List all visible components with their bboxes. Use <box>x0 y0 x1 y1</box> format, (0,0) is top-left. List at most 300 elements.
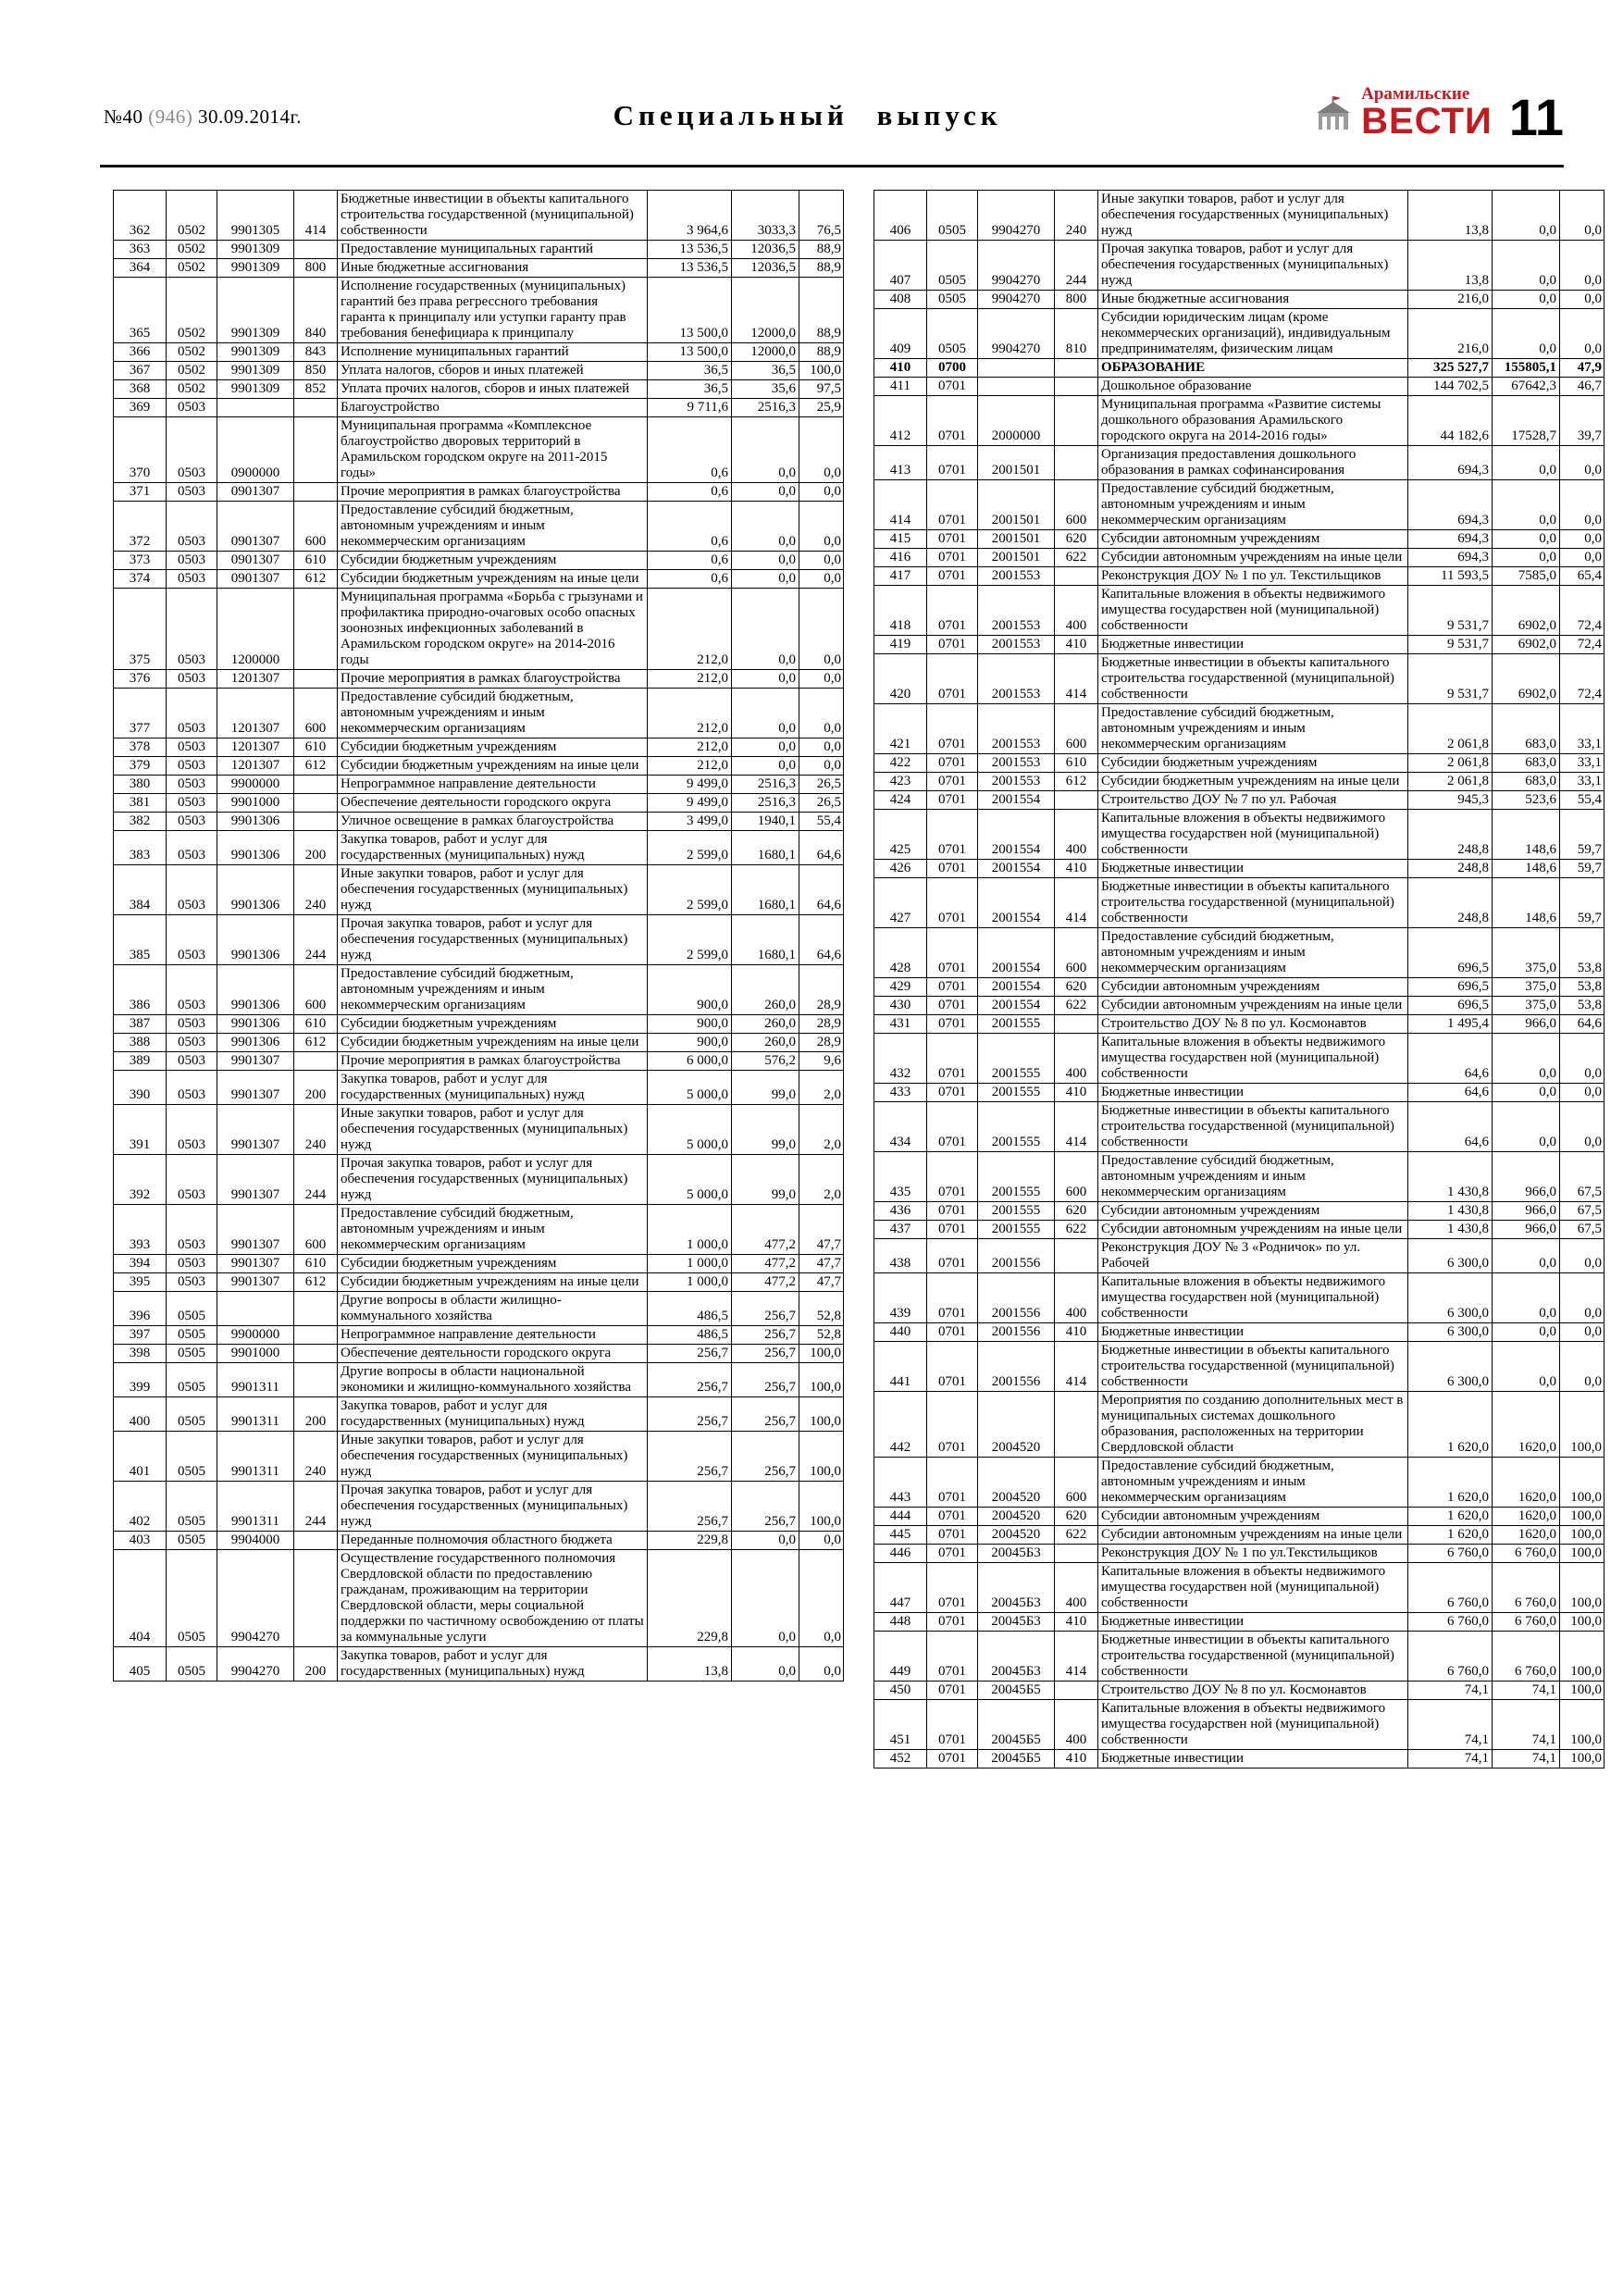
cell-executed: 523,6 <box>1493 791 1560 810</box>
cell-percent: 0,0 <box>799 1532 844 1550</box>
cell-plan: 9 499,0 <box>648 776 732 794</box>
cell-name: Субсидии автономным учреждениям <box>1098 978 1408 997</box>
cell-name: Строительство ДОУ № 8 по ул. Космонавтов <box>1098 1682 1408 1700</box>
cell-section-code: 0701 <box>927 1342 978 1392</box>
cell-percent: 33,1 <box>1560 773 1604 791</box>
cell-name: Другие вопросы в области жилищно-коммунального хозяйства <box>338 1292 648 1326</box>
cell-section-code: 0505 <box>927 241 978 291</box>
cell-percent: 100,0 <box>1560 1458 1604 1508</box>
table-row <box>114 1432 844 1482</box>
cell-section-code: 0701 <box>927 1084 978 1102</box>
cell-name: Бюджетные инвестиции в объекты капитального строительства государственной (муниципальной) собственности <box>1098 1342 1408 1392</box>
table-row <box>874 810 1604 860</box>
cell-plan: 3 964,6 <box>648 191 732 241</box>
cell-executed: 0,0 <box>1493 1034 1560 1084</box>
cell-expense-kind: 400 <box>1055 810 1098 860</box>
cell-target-article: 9900000 <box>217 776 294 794</box>
cell-target-article: 9904270 <box>978 291 1055 309</box>
cell-section-code: 0503 <box>167 689 217 738</box>
cell-name: Муниципальная программа «Развитие системы дошкольного образования Арамильского городского округа на 2014-2016 годы» <box>1098 396 1408 446</box>
cell-expense-kind <box>294 1052 338 1071</box>
cell-target-article: 9901000 <box>217 794 294 813</box>
cell-target-article: 2001501 <box>978 549 1055 567</box>
cell-plan: 64,6 <box>1408 1084 1493 1102</box>
cell-expense-kind: 800 <box>1055 291 1098 309</box>
cell-section-code: 0502 <box>167 380 217 399</box>
cell-executed: 0,0 <box>1493 1084 1560 1102</box>
cell-percent: 52,8 <box>799 1326 844 1345</box>
issue-line <box>104 105 302 142</box>
cell-plan: 486,5 <box>648 1326 732 1345</box>
cell-rownum: 397 <box>114 1326 167 1345</box>
cell-section-code: 0701 <box>927 928 978 978</box>
cell-expense-kind <box>1055 1015 1098 1034</box>
cell-target-article: 0901307 <box>217 502 294 552</box>
cell-plan: 212,0 <box>648 757 732 776</box>
cell-plan: 900,0 <box>648 1015 732 1034</box>
cell-expense-kind: 612 <box>294 757 338 776</box>
cell-rownum: 388 <box>114 1034 167 1052</box>
cell-section-code: 0701 <box>927 1015 978 1034</box>
cell-rownum: 436 <box>874 1202 927 1221</box>
cell-rownum: 419 <box>874 636 927 654</box>
table-row <box>114 915 844 965</box>
cell-rownum: 390 <box>114 1071 167 1105</box>
cell-plan: 36,5 <box>648 380 732 399</box>
cell-percent: 72,4 <box>1560 586 1604 636</box>
cell-target-article: 2001556 <box>978 1273 1055 1323</box>
cell-percent: 53,8 <box>1560 978 1604 997</box>
cell-section-code: 0502 <box>167 278 217 343</box>
cell-percent: 28,9 <box>799 1034 844 1052</box>
cell-rownum: 432 <box>874 1034 927 1084</box>
cell-percent: 100,0 <box>1560 1526 1604 1545</box>
cell-plan: 1 430,8 <box>1408 1152 1493 1202</box>
cell-name: Закупка товаров, работ и услуг для государственных (муниципальных) нужд <box>338 1647 648 1682</box>
cell-section-code: 0701 <box>927 1458 978 1508</box>
cell-percent: 0,0 <box>1560 1323 1604 1342</box>
cell-expense-kind <box>294 776 338 794</box>
cell-plan: 900,0 <box>648 965 732 1015</box>
cell-executed: 0,0 <box>1493 480 1560 530</box>
cell-plan: 248,8 <box>1408 810 1493 860</box>
table-row <box>114 865 844 915</box>
cell-rownum: 367 <box>114 362 167 380</box>
cell-expense-kind <box>294 241 338 259</box>
cell-plan: 1 495,4 <box>1408 1015 1493 1034</box>
cell-section-code: 0505 <box>167 1345 217 1363</box>
table-row <box>874 978 1604 997</box>
cell-plan: 9 531,7 <box>1408 654 1493 704</box>
cell-executed: 6 760,0 <box>1493 1563 1560 1613</box>
cell-percent: 72,4 <box>1560 654 1604 704</box>
cell-name: Осуществление государственного полномочия Свердловской области по предоставлению гражданам, проживающим на территории Свердловской области, меры социальной поддержки по частичному освобождению от платы за коммунальные услуги <box>338 1550 648 1647</box>
cell-section-code: 0503 <box>167 738 217 757</box>
cell-plan: 1 620,0 <box>1408 1392 1493 1458</box>
cell-executed: 17528,7 <box>1493 396 1560 446</box>
page-header <box>104 84 1564 147</box>
cell-section-code: 0503 <box>167 552 217 570</box>
cell-plan: 694,3 <box>1408 480 1493 530</box>
cell-name: Иные закупки товаров, работ и услуг для обеспечения государственных (муниципальных) нужд <box>338 865 648 915</box>
cell-section-code: 0701 <box>927 1239 978 1273</box>
cell-plan: 256,7 <box>648 1482 732 1532</box>
cell-expense-kind <box>1055 1682 1098 1700</box>
cell-name: Переданные полномочия областного бюджета <box>338 1532 648 1550</box>
cell-executed: 155805,1 <box>1493 359 1560 378</box>
cell-percent: 100,0 <box>1560 1508 1604 1526</box>
cell-name: Другие вопросы в области национальной экономики и жилищно-коммунального хозяйства <box>338 1363 648 1397</box>
cell-name: Исполнение муниципальных гарантий <box>338 343 648 362</box>
table-row <box>874 480 1604 530</box>
header-rule <box>100 165 1564 168</box>
cell-executed: 477,2 <box>732 1205 799 1255</box>
cell-plan: 13 500,0 <box>648 278 732 343</box>
cell-executed: 0,0 <box>732 1550 799 1647</box>
cell-percent: 100,0 <box>799 1432 844 1482</box>
cell-executed: 477,2 <box>732 1255 799 1273</box>
cell-expense-kind: 600 <box>294 965 338 1015</box>
cell-section-code: 0503 <box>167 1071 217 1105</box>
cell-plan: 9 531,7 <box>1408 636 1493 654</box>
table-row <box>114 1205 844 1255</box>
cell-executed: 0,0 <box>1493 1239 1560 1273</box>
budget-table-left <box>113 190 844 1682</box>
table-row <box>874 567 1604 586</box>
table-row <box>114 589 844 670</box>
cell-name: Строительство ДОУ № 8 по ул. Космонавтов <box>1098 1015 1408 1034</box>
cell-percent: 0,0 <box>799 689 844 738</box>
cell-plan: 74,1 <box>1408 1750 1493 1769</box>
cell-target-article: 0901307 <box>217 570 294 589</box>
cell-expense-kind: 200 <box>294 1397 338 1432</box>
table-row <box>874 309 1604 359</box>
cell-section-code: 0503 <box>167 865 217 915</box>
cell-percent: 33,1 <box>1560 704 1604 754</box>
table-row <box>114 1363 844 1397</box>
cell-executed: 148,6 <box>1493 878 1560 928</box>
cell-rownum: 423 <box>874 773 927 791</box>
table-row <box>114 399 844 417</box>
cell-name: Предоставление субсидий бюджетным, автономным учреждениям и иным некоммерческим организациям <box>338 965 648 1015</box>
table-row <box>114 757 844 776</box>
cell-percent: 0,0 <box>1560 1273 1604 1323</box>
cell-percent: 88,9 <box>799 241 844 259</box>
cell-expense-kind: 612 <box>1055 773 1098 791</box>
issue-number: №40 <box>104 105 143 128</box>
cell-target-article <box>978 359 1055 378</box>
cell-percent: 0,0 <box>1560 1034 1604 1084</box>
cell-name: Бюджетные инвестиции <box>1098 1750 1408 1769</box>
cell-section-code: 0701 <box>927 1202 978 1221</box>
cell-percent: 0,0 <box>799 1647 844 1682</box>
table-row <box>114 1482 844 1532</box>
cell-percent: 0,0 <box>799 417 844 483</box>
cell-plan: 216,0 <box>1408 291 1493 309</box>
cell-executed: 966,0 <box>1493 1015 1560 1034</box>
cell-section-code: 0701 <box>927 446 978 480</box>
cell-target-article: 2001555 <box>978 1034 1055 1084</box>
cell-target-article: 9901309 <box>217 362 294 380</box>
cell-rownum: 426 <box>874 860 927 878</box>
cell-target-article: 9901306 <box>217 813 294 831</box>
cell-plan: 9 531,7 <box>1408 586 1493 636</box>
cell-target-article: 9901306 <box>217 1015 294 1034</box>
cell-expense-kind: 400 <box>1055 586 1098 636</box>
cell-percent: 0,0 <box>1560 549 1604 567</box>
cell-target-article: 1201307 <box>217 738 294 757</box>
cell-expense-kind: 240 <box>294 865 338 915</box>
cell-plan: 5 000,0 <box>648 1105 732 1155</box>
cell-name: Бюджетные инвестиции <box>1098 1613 1408 1632</box>
cell-expense-kind: 244 <box>294 915 338 965</box>
cell-plan: 3 499,0 <box>648 813 732 831</box>
cell-rownum: 372 <box>114 502 167 552</box>
cell-section-code: 0505 <box>927 291 978 309</box>
cell-rownum: 389 <box>114 1052 167 1071</box>
table-row <box>874 791 1604 810</box>
cell-executed: 0,0 <box>1493 309 1560 359</box>
cell-section-code: 0503 <box>167 794 217 813</box>
cell-expense-kind: 410 <box>1055 860 1098 878</box>
cell-plan: 248,8 <box>1408 860 1493 878</box>
cell-target-article: 9901307 <box>217 1071 294 1105</box>
cell-executed: 0,0 <box>732 670 799 689</box>
cell-expense-kind <box>294 813 338 831</box>
cell-target-article: 9904270 <box>978 241 1055 291</box>
cell-section-code: 0701 <box>927 1323 978 1342</box>
cell-section-code: 0701 <box>927 1273 978 1323</box>
table-row <box>874 1102 1604 1152</box>
cell-executed: 0,0 <box>1493 1102 1560 1152</box>
cell-target-article: 2001554 <box>978 997 1055 1015</box>
cell-plan: 0,6 <box>648 502 732 552</box>
cell-target-article: 20045Б3 <box>978 1632 1055 1682</box>
cell-expense-kind: 620 <box>1055 1508 1098 1526</box>
cell-percent: 72,4 <box>1560 636 1604 654</box>
cell-rownum: 416 <box>874 549 927 567</box>
cell-plan: 2 599,0 <box>648 915 732 965</box>
cell-section-code: 0701 <box>927 1152 978 1202</box>
cell-percent: 100,0 <box>799 362 844 380</box>
table-row <box>114 417 844 483</box>
cell-target-article: 20045Б3 <box>978 1563 1055 1613</box>
cell-expense-kind: 240 <box>294 1432 338 1482</box>
cell-rownum: 402 <box>114 1482 167 1532</box>
logo-bottom-word: ВЕСТИ <box>1361 101 1493 142</box>
cell-rownum: 392 <box>114 1155 167 1205</box>
cell-expense-kind <box>294 589 338 670</box>
cell-section-code: 0701 <box>927 636 978 654</box>
cell-section-code: 0503 <box>167 1155 217 1205</box>
cell-name: Предоставление субсидий бюджетным, автономным учреждениям и иным некоммерческим организациям <box>1098 1458 1408 1508</box>
cell-target-article: 9901307 <box>217 1105 294 1155</box>
table-row <box>114 259 844 278</box>
cell-name: Обеспечение деятельности городского округа <box>338 794 648 813</box>
cell-expense-kind: 610 <box>294 1255 338 1273</box>
cell-section-code: 0505 <box>927 191 978 241</box>
cell-name: Предоставление субсидий бюджетным, автономным учреждениям и иным некоммерческим организациям <box>338 502 648 552</box>
budget-report <box>113 190 1604 1769</box>
cell-target-article: 9901309 <box>217 259 294 278</box>
cell-target-article: 2001553 <box>978 636 1055 654</box>
cell-name: Субсидии бюджетным учреждениям на иные цели <box>338 570 648 589</box>
cell-expense-kind: 244 <box>294 1482 338 1532</box>
cell-rownum: 410 <box>874 359 927 378</box>
cell-plan: 694,3 <box>1408 549 1493 567</box>
cell-section-code: 0503 <box>167 1105 217 1155</box>
cell-target-article: 20045Б5 <box>978 1682 1055 1700</box>
cell-expense-kind: 852 <box>294 380 338 399</box>
cell-executed: 1620,0 <box>1493 1458 1560 1508</box>
cell-rownum: 394 <box>114 1255 167 1273</box>
cell-target-article: 9901309 <box>217 241 294 259</box>
cell-rownum: 437 <box>874 1221 927 1239</box>
cell-plan: 1 000,0 <box>648 1273 732 1292</box>
cell-plan: 13,8 <box>1408 191 1493 241</box>
table-row <box>874 860 1604 878</box>
table-row <box>114 1292 844 1326</box>
cell-plan: 486,5 <box>648 1292 732 1326</box>
cell-target-article: 0901307 <box>217 552 294 570</box>
cell-executed: 0,0 <box>1493 1342 1560 1392</box>
cell-target-article: 9904270 <box>217 1647 294 1682</box>
cell-target-article: 2001553 <box>978 586 1055 636</box>
cell-rownum: 387 <box>114 1015 167 1034</box>
cell-rownum: 391 <box>114 1105 167 1155</box>
cell-percent: 26,5 <box>799 776 844 794</box>
cell-executed: 0,0 <box>732 589 799 670</box>
cell-section-code: 0503 <box>167 1255 217 1273</box>
cell-expense-kind <box>1055 378 1098 396</box>
cell-expense-kind: 414 <box>1055 1342 1098 1392</box>
cell-section-code: 0502 <box>167 362 217 380</box>
cell-name: Реконструкция ДОУ № 1 по ул.Текстильщиков <box>1098 1545 1408 1563</box>
cell-target-article: 2004520 <box>978 1508 1055 1526</box>
cell-executed: 148,6 <box>1493 860 1560 878</box>
cell-name: Уплата прочих налогов, сборов и иных платежей <box>338 380 648 399</box>
cell-section-code: 0503 <box>167 1034 217 1052</box>
cell-expense-kind: 622 <box>1055 549 1098 567</box>
cell-name: Организация предоставления дошкольного образования в рамках софинансирования <box>1098 446 1408 480</box>
cell-rownum: 449 <box>874 1632 927 1682</box>
table-row <box>874 378 1604 396</box>
cell-plan: 694,3 <box>1408 446 1493 480</box>
cell-target-article: 2001555 <box>978 1015 1055 1034</box>
cell-executed: 0,0 <box>732 757 799 776</box>
table-row <box>114 1532 844 1550</box>
cell-name: Бюджетные инвестиции в объекты капитального строительства государственной (муниципальной) собственности <box>1098 654 1408 704</box>
cell-expense-kind: 240 <box>294 1105 338 1155</box>
cell-expense-kind: 414 <box>294 191 338 241</box>
cell-percent: 47,7 <box>799 1273 844 1292</box>
cell-percent: 47,7 <box>799 1205 844 1255</box>
cell-target-article: 9901311 <box>217 1432 294 1482</box>
table-row <box>114 502 844 552</box>
cell-plan: 6 300,0 <box>1408 1323 1493 1342</box>
cell-expense-kind: 612 <box>294 1273 338 1292</box>
table-row <box>874 1700 1604 1750</box>
table-row <box>114 483 844 502</box>
cell-target-article: 20045Б3 <box>978 1545 1055 1563</box>
cell-percent: 0,0 <box>1560 530 1604 549</box>
cell-plan: 6 760,0 <box>1408 1563 1493 1613</box>
cell-expense-kind: 800 <box>294 259 338 278</box>
cell-rownum: 422 <box>874 754 927 773</box>
cell-plan: 2 599,0 <box>648 831 732 865</box>
cell-section-code: 0503 <box>167 1273 217 1292</box>
cell-percent: 46,7 <box>1560 378 1604 396</box>
cell-executed: 256,7 <box>732 1432 799 1482</box>
cell-expense-kind: 622 <box>1055 997 1098 1015</box>
cell-target-article: 9901307 <box>217 1205 294 1255</box>
cell-name: Субсидии бюджетным учреждениям <box>338 1015 648 1034</box>
cell-section-code: 0701 <box>927 549 978 567</box>
cell-expense-kind: 200 <box>294 831 338 865</box>
cell-plan: 212,0 <box>648 670 732 689</box>
cell-target-article: 2001555 <box>978 1084 1055 1102</box>
cell-target-article: 2001554 <box>978 860 1055 878</box>
cell-plan: 13 536,5 <box>648 241 732 259</box>
cell-section-code: 0503 <box>167 670 217 689</box>
cell-expense-kind: 410 <box>1055 1323 1098 1342</box>
cell-executed: 99,0 <box>732 1071 799 1105</box>
cell-name: Субсидии бюджетным учреждениям на иные цели <box>338 757 648 776</box>
cell-section-code: 0503 <box>167 813 217 831</box>
cell-target-article: 2001554 <box>978 878 1055 928</box>
newspaper-logo <box>1313 85 1493 140</box>
cell-executed: 256,7 <box>732 1363 799 1397</box>
cell-section-code: 0701 <box>927 1034 978 1084</box>
cell-plan: 256,7 <box>648 1345 732 1363</box>
cell-section-code: 0701 <box>927 1632 978 1682</box>
cell-plan: 1 000,0 <box>648 1255 732 1273</box>
table-row <box>874 1508 1604 1526</box>
cell-section-code: 0701 <box>927 530 978 549</box>
table-row <box>114 689 844 738</box>
cell-section-code: 0701 <box>927 1526 978 1545</box>
table-row <box>874 1682 1604 1700</box>
cell-executed: 260,0 <box>732 1015 799 1034</box>
cell-section-code: 0701 <box>927 1102 978 1152</box>
cell-percent: 100,0 <box>1560 1392 1604 1458</box>
cell-target-article: 2001554 <box>978 928 1055 978</box>
cell-name: Субсидии бюджетным учреждениям <box>338 552 648 570</box>
cell-rownum: 375 <box>114 589 167 670</box>
cell-plan: 216,0 <box>1408 309 1493 359</box>
cell-percent: 64,6 <box>1560 1015 1604 1034</box>
cell-section-code: 0503 <box>167 757 217 776</box>
cell-percent: 53,8 <box>1560 928 1604 978</box>
cell-target-article: 1200000 <box>217 589 294 670</box>
cell-rownum: 417 <box>874 567 927 586</box>
cell-name: Непрограммное направление деятельности <box>338 1326 648 1345</box>
cell-name: Бюджетные инвестиции в объекты капитального строительства государственной (муниципальной) собственности <box>338 191 648 241</box>
cell-plan: 6 760,0 <box>1408 1613 1493 1632</box>
cell-section-code: 0503 <box>167 1015 217 1034</box>
cell-target-article: 2001501 <box>978 446 1055 480</box>
cell-plan: 6 760,0 <box>1408 1545 1493 1563</box>
cell-plan: 248,8 <box>1408 878 1493 928</box>
cell-name: Закупка товаров, работ и услуг для государственных (муниципальных) нужд <box>338 831 648 865</box>
cell-plan: 696,5 <box>1408 978 1493 997</box>
cell-percent: 39,7 <box>1560 396 1604 446</box>
table-row <box>874 1392 1604 1458</box>
cell-name: Капитальные вложения в объекты недвижимого имущества государствен ной (муниципальной) собственности <box>1098 1563 1408 1613</box>
cell-expense-kind: 620 <box>1055 530 1098 549</box>
cell-executed: 2516,3 <box>732 794 799 813</box>
cell-executed: 256,7 <box>732 1345 799 1363</box>
